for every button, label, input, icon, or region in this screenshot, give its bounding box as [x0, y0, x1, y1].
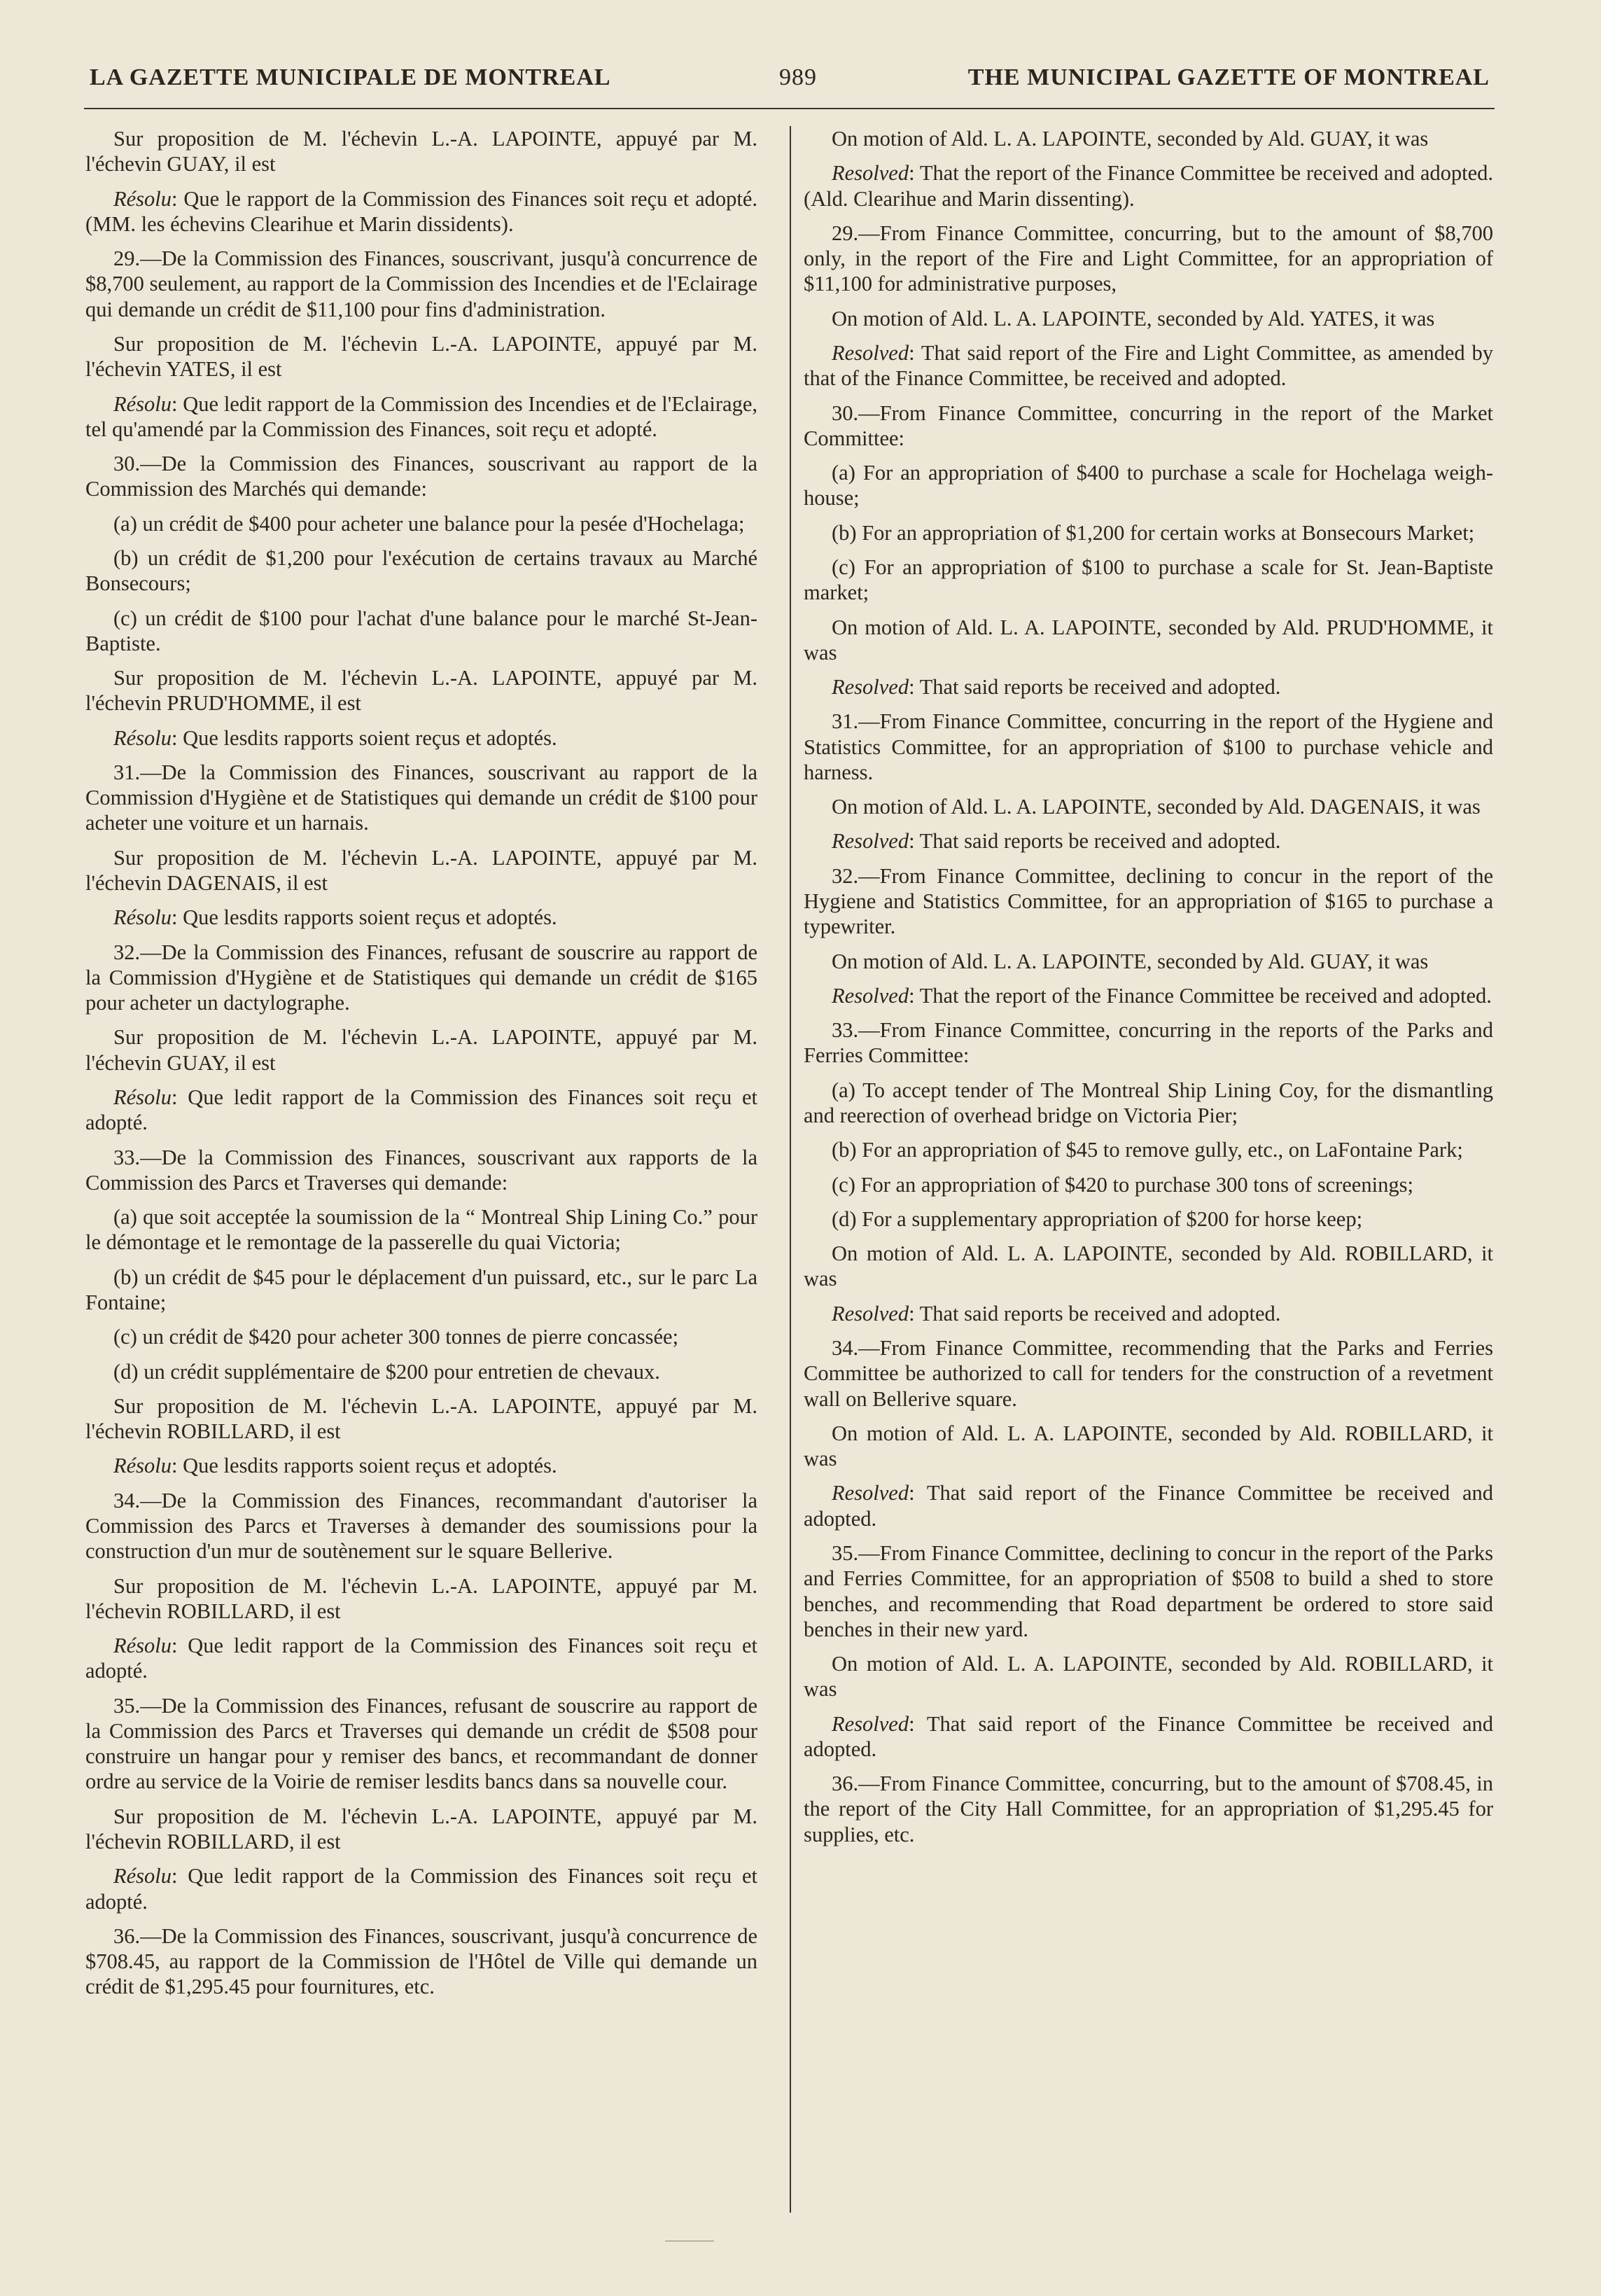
french-paragraph: Sur proposition de M. l'échevin L.-A. LAPOINTE, appuyé par M. l'échevin ROBILLARD, il est	[85, 1573, 757, 1623]
french-paragraph: 30.—De la Commission des Finances, souscrivant au rapport de la Commission des Marchés qui demande:	[85, 452, 757, 501]
english-column	[804, 126, 1493, 1856]
french-paragraph: (c) un crédit de $420 pour acheter 300 tonnes de pierre concassée;	[113, 1325, 679, 1349]
english-paragraph: 33.—From Finance Committee, concurring in the reports of the Parks and Ferries Committee:	[804, 1018, 1493, 1068]
resolution-label: Resolved	[832, 161, 909, 186]
french-paragraph: 33.—De la Commission des Finances, souscrivant aux rapports de la Commission des Parcs et Traverses qui demande:	[85, 1145, 757, 1195]
english-paragraph: On motion of Ald. L. A. LAPOINTE, seconded by Ald. GUAY, it was	[832, 127, 1429, 151]
french-paragraph	[85, 1085, 757, 1136]
resolution-label: Résolu	[113, 186, 172, 211]
english-paragraph: 29.—From Finance Committee, concurring, but to the amount of $8,700 only, in the report of the Fire and Light Committee, for an appropriation of $11,100 for administrative purposes,	[804, 221, 1493, 296]
english-paragraph	[804, 828, 1493, 854]
french-paragraph: 36.—De la Commission des Finances, souscrivant, jusqu'à concurrence de $708.45, au rapport de la Commission de l'Hôtel de Ville qui demande un crédit de $1,295.45 pour fournitures, etc.	[85, 1923, 757, 1999]
resolution-label: Resolved	[832, 1481, 909, 1505]
resolution-label: Résolu	[113, 1085, 172, 1109]
english-paragraph: On motion of Ald. L. A. LAPOINTE, seconded by Ald. DAGENAIS, it was	[832, 795, 1481, 819]
resolution-text: : Que ledit rapport de la Commission des Finances soit reçu et adopté.	[85, 1085, 757, 1135]
resolution-label: Resolved	[832, 829, 909, 854]
english-paragraph: On motion of Ald. L. A. LAPOINTE, seconded by Ald. YATES, it was	[832, 306, 1435, 331]
resolution-label: Résolu	[113, 725, 172, 750]
french-paragraph	[85, 1863, 757, 1914]
french-paragraph	[85, 905, 757, 930]
french-paragraph: Sur proposition de M. l'échevin L.-A. LAPOINTE, appuyé par M. l'échevin DAGENAIS, il est	[85, 845, 757, 896]
english-paragraph: 30.—From Finance Committee, concurring in the report of the Market Committee:	[804, 401, 1493, 450]
header-title-french: LA GAZETTE MUNICIPALE DE MONTREAL	[90, 64, 611, 90]
resolution-text: : That the report of the Finance Committee be received and adopted. (Ald. Clearihue and Marin dissenting).	[804, 161, 1493, 211]
resolution-text: : Que ledit rapport de la Commission des Finances soit reçu et adopté.	[85, 1864, 757, 1914]
french-paragraph: 31.—De la Commission des Finances, souscrivant au rapport de la Commission d'Hygiène et de Statistiques qui demande un crédit de $100 pour acheter une voiture et un harnais.	[85, 760, 757, 835]
french-paragraph: (d) un crédit supplémentaire de $200 pour entretien de chevaux.	[113, 1359, 660, 1384]
resolution-label: Resolved	[832, 1301, 909, 1326]
resolution-label: Résolu	[113, 1634, 172, 1658]
english-paragraph	[804, 340, 1493, 391]
resolution-text: : Que le rapport de la Commission des Finances soit reçu et adopté. (MM. les échevins Clearihue et Marin dissidents).	[85, 186, 757, 236]
french-column	[85, 126, 757, 2009]
resolution-label: Resolved	[832, 675, 909, 700]
french-paragraph: (c) un crédit de $100 pour l'achat d'une balance pour le marché St-Jean-Baptiste.	[85, 606, 757, 655]
header-title-english: THE MUNICIPAL GAZETTE OF MONTREAL	[967, 64, 1490, 90]
french-paragraph	[85, 1633, 757, 1684]
english-paragraph: (c) For an appropriation of $100 to purchase a scale for St. Jean-Baptiste market;	[804, 555, 1493, 605]
french-paragraph: Sur proposition de M. l'échevin L.-A. LAPOINTE, appuyé par M. l'échevin ROBILLARD, il est	[85, 1393, 757, 1444]
english-paragraph: 36.—From Finance Committee, concurring, but to the amount of $708.45, in the report of the City Hall Committee, for an appropriation of $1,295.45 for supplies, etc.	[804, 1772, 1493, 1846]
english-paragraph	[804, 1711, 1493, 1762]
french-paragraph: 34.—De la Commission des Finances, recommandant d'autoriser la Commission des Parcs et Traverses à demander des soumissions pour la construction d'un mur de soutènement sur le square Bellerive.	[85, 1488, 757, 1564]
french-paragraph: 29.—De la Commission des Finances, souscrivant, jusqu'à concurrence de $8,700 seulement, au rapport de la Commission des Incendies et de l'Eclairage qui demande un crédit de $11,100 pour fins d'administration.	[85, 246, 757, 321]
resolution-label: Resolved	[832, 340, 909, 365]
english-paragraph: (b) For an appropriation of $45 to remove gully, etc., on LaFontaine Park;	[832, 1138, 1463, 1162]
english-paragraph: 31.—From Finance Committee, concurring in the report of the Hygiene and Statistics Committee, for an appropriation of $100 to purchase vehicle and harness.	[804, 709, 1493, 784]
resolution-text: : That said report of the Fire and Light Committee, as amended by that of the Finance Committee, be received and adopted.	[804, 340, 1493, 391]
french-paragraph: Sur proposition de M. l'échevin L.-A. LAPOINTE, appuyé par M. l'échevin ROBILLARD, il est	[85, 1804, 757, 1854]
french-paragraph: (a) un crédit de $400 pour acheter une balance pour la pesée d'Hochelaga;	[113, 511, 745, 536]
french-paragraph: 32.—De la Commission des Finances, refusant de souscrire au rapport de la Commission d'Hygiène et de Statistiques qui demande un crédit de $165 pour acheter un dactylographe.	[85, 940, 757, 1015]
resolution-label: Résolu	[113, 1454, 172, 1478]
resolution-label: Resolved	[832, 983, 909, 1008]
english-paragraph: On motion of Ald. L. A. LAPOINTE, seconded by Ald. ROBILLARD, it was	[804, 1241, 1493, 1291]
resolution-text: : Que lesdits rapports soient reçus et adoptés.	[172, 1454, 557, 1478]
english-paragraph: (c) For an appropriation of $420 to purchase 300 tons of screenings;	[832, 1172, 1413, 1197]
resolution-text: : That said reports be received and adopted.	[909, 675, 1281, 700]
resolution-label: Resolved	[832, 1711, 909, 1736]
resolution-text: : That said report of the Finance Committee be received and adopted.	[804, 1481, 1493, 1531]
french-paragraph: (b) un crédit de $45 pour le déplacement d'un puissard, etc., sur le parc La Fontaine;	[85, 1265, 757, 1314]
french-paragraph: Sur proposition de M. l'échevin L.-A. LAPOINTE, appuyé par M. l'échevin GUAY, il est	[85, 1025, 757, 1075]
page-number: 989	[779, 64, 817, 90]
english-paragraph: 32.—From Finance Committee, declining to concur in the report of the Hygiene and Statistics Committee, for an appropriation of $165 to purchase a typewriter.	[804, 863, 1493, 939]
resolution-text: : That said report of the Finance Committee be received and adopted.	[804, 1711, 1493, 1761]
resolution-text: : Que lesdits rapports soient reçus et adoptés.	[172, 725, 557, 750]
english-paragraph	[804, 1480, 1493, 1531]
english-paragraph: (a) To accept tender of The Montreal Ship Lining Coy, for the dismantling and reerection of overhead bridge on Victoria Pier;	[804, 1078, 1493, 1127]
french-paragraph: Sur proposition de M. l'échevin L.-A. LAPOINTE, appuyé par M. l'échevin GUAY, il est	[85, 127, 757, 176]
resolution-label: Résolu	[113, 1864, 172, 1888]
resolution-text: : Que ledit rapport de la Commission des Finances soit reçu et adopté.	[85, 1634, 757, 1683]
english-paragraph: On motion of Ald. L. A. LAPOINTE, seconded by Ald. GUAY, it was	[832, 949, 1429, 973]
resolution-text: : Que ledit rapport de la Commission des Incendies et de l'Eclairage, tel qu'amendé par la Commission des Finances, soit reçu et adopté.	[85, 391, 757, 441]
resolution-text: : That the report of the Finance Committee be received and adopted.	[909, 983, 1492, 1008]
french-paragraph	[85, 186, 757, 237]
english-paragraph: (d) For a supplementary appropriation of $200 for horse keep;	[832, 1206, 1363, 1231]
french-paragraph: (b) un crédit de $1,200 pour l'exécution de certains travaux au Marché Bonsecours;	[85, 545, 757, 596]
english-paragraph	[804, 674, 1493, 700]
french-paragraph: Sur proposition de M. l'échevin L.-A. LAPOINTE, appuyé par M. l'échevin YATES, il est	[85, 331, 757, 382]
english-paragraph: On motion of Ald. L. A. LAPOINTE, seconded by Ald. ROBILLARD, it was	[804, 1652, 1493, 1702]
resolution-label: Résolu	[113, 391, 172, 416]
english-paragraph: 35.—From Finance Committee, declining to concur in the report of the Parks and Ferries Committee, for an appropriation of $508 to build a shed to store benches, and recommending that Road department be ordered to store said benches in their new yard.	[804, 1540, 1493, 1641]
header-rule	[84, 108, 1495, 109]
french-paragraph	[85, 725, 757, 751]
english-paragraph	[804, 983, 1493, 1008]
english-paragraph: On motion of Ald. L. A. LAPOINTE, seconded by Ald. PRUD'HOMME, it was	[804, 615, 1493, 665]
french-paragraph	[85, 1453, 757, 1478]
french-paragraph: (a) que soit acceptée la soumission de la “ Montreal Ship Lining Co.” pour le démontage et le remontage de la passerelle du quai Victoria;	[85, 1205, 757, 1255]
resolution-text: : That said reports be received and adopted.	[909, 829, 1281, 854]
english-paragraph: (a) For an appropriation of $400 to purchase a scale for Hochelaga weigh-house;	[804, 461, 1493, 510]
french-paragraph: Sur proposition de M. l'échevin L.-A. LAPOINTE, appuyé par M. l'échevin PRUD'HOMME, il est	[85, 666, 757, 716]
resolution-text: : That said reports be received and adopted.	[909, 1301, 1281, 1326]
english-paragraph: 34.—From Finance Committee, recommending that the Parks and Ferries Committee be authorized to call for tenders for the construction of a revetment wall on Bellerive square.	[804, 1335, 1493, 1411]
page-header	[90, 64, 1490, 104]
english-paragraph	[804, 1301, 1493, 1326]
resolution-label: Résolu	[113, 905, 172, 930]
english-paragraph	[804, 160, 1493, 211]
resolution-text: : Que lesdits rapports soient reçus et adoptés.	[172, 905, 557, 930]
column-divider	[790, 126, 791, 2213]
french-paragraph	[85, 391, 757, 443]
english-paragraph: On motion of Ald. L. A. LAPOINTE, seconded by Ald. ROBILLARD, it was	[804, 1421, 1493, 1471]
english-paragraph: (b) For an appropriation of $1,200 for certain works at Bonsecours Market;	[832, 520, 1475, 545]
french-paragraph: 35.—De la Commission des Finances, refusant de souscrire au rapport de la Commission des Parcs et Traverses qui demande un crédit de $508 pour construire un hangar pour y remiser des bancs, et recommandant de donner ordre au service de la Voirie de remiser lesdits bancs dans sa nouvelle cour.	[85, 1693, 757, 1794]
